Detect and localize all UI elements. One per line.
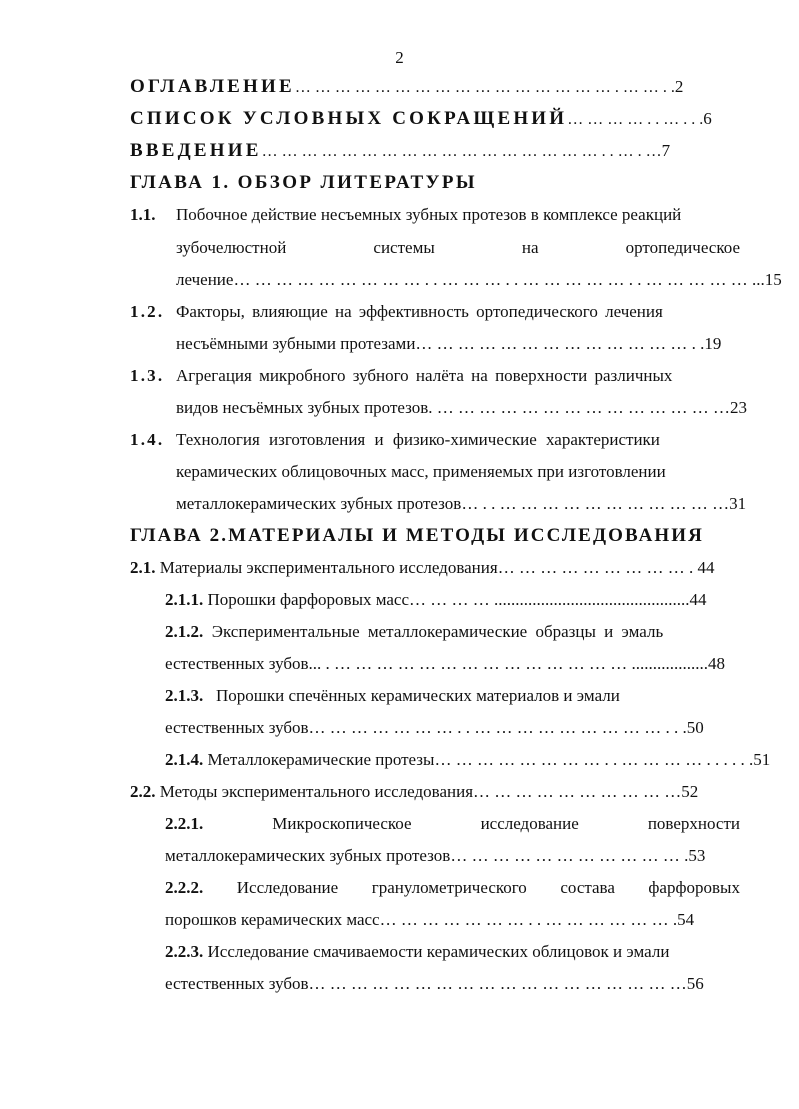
item-2-2-1-word: Микроскопическое [272, 814, 412, 833]
item-2-2-1-leader: … … … … … … … … … … … . [450, 846, 689, 865]
item-2-2-leader: … … … … … … … … … … [473, 782, 682, 801]
item-2-1-3-line1: Порошки спечённых керамических материалов и эмали [216, 686, 620, 705]
item-2-2-page: 52 [681, 782, 699, 801]
item-1-4-line1: Технология изготовления и физико-химические характеристики [176, 430, 660, 449]
toc-item-2-1-3[interactable] [165, 686, 620, 706]
toc-item-2-2-1[interactable] [165, 814, 740, 834]
item-2-1-3-leader: … … … … … … … . . … … … … … … … … … . . . [308, 718, 687, 737]
item-2-1-2-leader: ... . … … … … … … … … … … … … … … .................. [308, 654, 709, 673]
item-1-2-line2 [176, 334, 721, 354]
item-1-4-page: 31 [729, 494, 747, 513]
item-2-1-1-leader: … … … … .............................................. [409, 590, 690, 609]
item-2-1-4-leader: … … … … … … … … . . … … … … . . . . . . [434, 750, 754, 769]
toc-introduction-page: 7 [661, 141, 671, 160]
item-1-1-word: ортопедическое [625, 238, 740, 257]
item-1-3-page: 23 [730, 398, 748, 417]
item-2-1-1-text: Порошки фарфоровых масс [207, 590, 410, 609]
item-2-1-3-page: 50 [686, 718, 704, 737]
page-number: 2 [395, 48, 404, 67]
item-1-1-page: 15 [764, 270, 782, 289]
item-2-2-2-word: Исследование [236, 878, 339, 897]
item-2-2-number: 2.2. [130, 782, 156, 801]
item-1-4-line3-text: металлокерамических зубных протезов [176, 494, 462, 513]
item-2-1-2-number: 2.1.2. [165, 622, 204, 641]
item-2-2-1-line2-text: металлокерамических зубных протезов [165, 846, 451, 865]
item-2-2-1-word: исследование [480, 814, 579, 833]
toc-introduction-title: ВВЕДЕНИЕ [130, 140, 262, 161]
item-2-1-page: 44 [697, 558, 715, 577]
toc-item-2-1-4[interactable] [165, 750, 770, 770]
item-1-1-line3 [176, 270, 782, 290]
item-2-2-3-leader: … … … … … … … … … … … … … … … … … … [308, 974, 687, 993]
toc-item-2-2[interactable] [130, 782, 698, 802]
toc-item-2-1-2[interactable] [165, 622, 663, 642]
toc-abbreviations-title: СПИСОК УСЛОВНЫХ СОКРАЩЕНИЙ [130, 108, 568, 129]
item-1-2-number: 1.2. [130, 302, 165, 321]
item-2-1-2-line1: Экспериментальные металлокерамические образцы и эмаль [211, 622, 664, 641]
item-1-3-line2 [176, 398, 747, 418]
toc-item-1-3[interactable] [130, 366, 672, 386]
item-2-2-2-word: гранулометрического [371, 878, 527, 897]
chapter1-title[interactable]: ГЛАВА 1. ОБЗОР ЛИТЕРАТУРЫ [130, 172, 477, 193]
item-2-2-text: Методы экспериментального исследования [159, 782, 474, 801]
item-1-1-line1: Побочное действие несъемных зубных протезов в комплексе реакций [176, 205, 682, 224]
item-2-2-3-number: 2.2.3. [165, 942, 204, 961]
item-2-1-2-page: 48 [708, 654, 726, 673]
toc-item-1-2[interactable] [130, 302, 663, 322]
item-2-2-3-line1: Исследование смачиваемости керамических облицовок и эмали [207, 942, 670, 961]
toc-abbreviations-page: 6 [703, 109, 712, 128]
toc-abbreviations[interactable] [130, 108, 712, 131]
item-1-1-word: зубочелюстной [176, 238, 287, 257]
item-2-2-2-leader: … … … … … … … . . … … … … … … . [379, 910, 678, 929]
item-2-1-2-line2-text: естественных зубов [165, 654, 309, 673]
toc-contents-title: ОГЛАВЛЕНИЕ [130, 76, 295, 97]
item-2-1-number: 2.1. [130, 558, 156, 577]
item-2-2-3-page: 56 [686, 974, 704, 993]
item-2-1-3-line2 [165, 718, 704, 738]
toc-contents-leader: … … … … … … … … … … … … … … … … . … … . . [294, 79, 675, 96]
item-2-2-2-word: состава [560, 878, 615, 897]
item-1-3-number: 1.3. [130, 366, 165, 385]
item-1-4-leader: … . . … … … … … … … … … … … [461, 494, 730, 513]
item-1-1-leader: … … … … … … … … … . . … … … . . … … … … … . . … … … … … ... [233, 270, 765, 289]
item-2-1-4-text: Металлокерамические протезы [207, 750, 435, 769]
toc-item-2-2-2[interactable] [165, 878, 740, 898]
item-1-1-line3-text: лечение [176, 270, 234, 289]
item-2-1-1-page: 44 [689, 590, 707, 609]
toc-abbreviations-leader: … … … … . . … . . . [567, 111, 704, 128]
item-1-2-leader: … … … … … … … … … … … … … . . [415, 334, 705, 353]
toc-introduction-leader: … … … … … … … … … … … … … … … … … . . … . … [261, 143, 662, 160]
item-1-1-number: 1.1. [130, 205, 156, 224]
item-2-2-3-line2-text: естественных зубов [165, 974, 309, 993]
item-2-1-text: Материалы экспериментального исследования [159, 558, 498, 577]
item-1-2-line1: Факторы, влияющие на эффективность ортопедического лечения [176, 302, 663, 321]
item-2-1-4-page: 51 [753, 750, 771, 769]
chapter2-title[interactable]: ГЛАВА 2.МАТЕРИАЛЫ И МЕТОДЫ ИССЛЕДОВАНИЯ [130, 525, 704, 546]
item-2-2-2-line2 [165, 910, 694, 930]
item-2-1-3-line2-text: естественных зубов [165, 718, 309, 737]
item-1-2-line2-text: несъёмными зубными протезами [176, 334, 416, 353]
item-1-4-line3 [176, 494, 746, 514]
toc-item-2-1-1[interactable] [165, 590, 707, 610]
item-1-3-line1: Агрегация микробного зубного налёта на поверхности различных [176, 366, 673, 385]
item-2-2-1-page: 53 [688, 846, 706, 865]
toc-item-1-4[interactable] [130, 430, 660, 450]
toc-item-2-1[interactable] [130, 558, 714, 578]
item-2-1-leader: … … … … … … … … … . [497, 558, 694, 577]
item-1-3-leader: . … … … … … … … … … … … … … … [428, 398, 731, 417]
toc-item-1-1[interactable] [130, 205, 681, 225]
item-2-2-1-number: 2.2.1. [165, 814, 204, 833]
toc-item-2-2-3[interactable] [165, 942, 669, 962]
item-1-1-word: системы [373, 238, 435, 257]
toc-contents[interactable] [130, 76, 683, 99]
item-2-1-1-number: 2.1.1. [165, 590, 204, 609]
item-1-4-line2: керамических облицовочных масс, применяемых при изготовлении [176, 462, 666, 481]
item-2-1-2-line2 [165, 654, 725, 674]
item-2-2-2-word: фарфоровых [648, 878, 740, 897]
item-2-2-1-word: поверхности [647, 814, 740, 833]
item-1-1-word: на [521, 238, 539, 257]
item-2-1-4-number: 2.1.4. [165, 750, 204, 769]
item-2-2-2-number: 2.2.2. [165, 878, 204, 897]
item-1-2-page: 19 [704, 334, 722, 353]
item-2-2-1-line2 [165, 846, 705, 866]
item-2-2-2-line2-text: порошков керамических масс [165, 910, 380, 929]
item-1-4-number: 1.4. [130, 430, 165, 449]
item-1-1-line2 [176, 238, 740, 258]
item-2-1-3-number: 2.1.3. [165, 686, 204, 705]
item-1-3-line2-text: видов несъёмных зубных протезов [176, 398, 429, 417]
toc-contents-page: 2 [674, 77, 684, 96]
item-2-2-3-line2 [165, 974, 704, 994]
toc-introduction[interactable] [130, 140, 670, 163]
item-2-2-2-page: 54 [677, 910, 695, 929]
